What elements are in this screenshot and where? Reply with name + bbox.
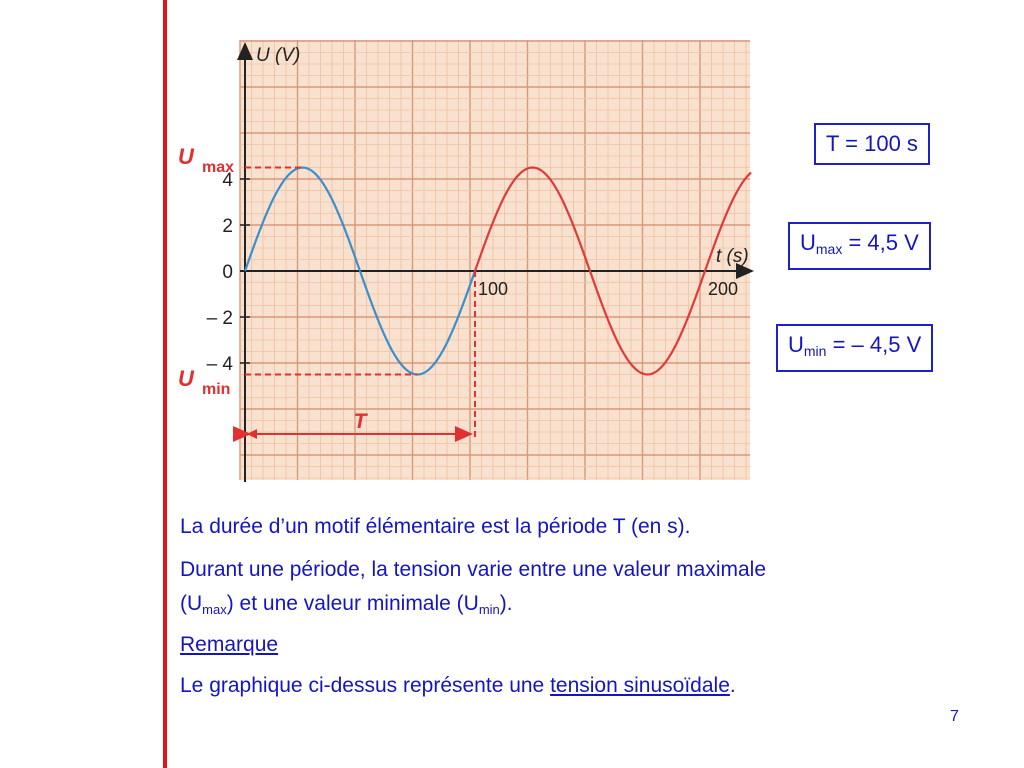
umin-subscript: min [803, 343, 827, 359]
umax-value-box [788, 222, 931, 270]
x-tick-label: 200 [708, 279, 739, 299]
y-tick-label: 0 [222, 262, 233, 283]
y-axis-label: U (V) [256, 45, 301, 66]
text-line-period: La durée d’un motif élémentaire est la période T (en s). [180, 515, 691, 538]
umin-sub-text: min [478, 602, 500, 617]
text-line-sinusoidal [180, 672, 736, 700]
page-number: 7 [950, 708, 959, 725]
umin-letter: U [788, 332, 804, 357]
y-tick-label: – 4 [206, 354, 233, 375]
umin-chart-label: U [178, 366, 194, 391]
umax-chart-label-subscript: max [202, 159, 235, 176]
text-fragment: Le graphique ci-dessus représente une [180, 674, 551, 697]
text-fragment: (U [180, 592, 203, 615]
y-tick-label: 4 [222, 170, 233, 191]
y-tick-label: – 2 [206, 308, 233, 329]
umax-subscript: max [815, 241, 843, 257]
text-fragment: ). [499, 592, 513, 615]
umax-sub-text: max [202, 602, 227, 617]
remark-heading: Remarque [180, 633, 279, 656]
umin-chart-label-subscript: min [202, 381, 231, 398]
slide-red-margin-rule [163, 0, 167, 768]
x-axis-label: t (s) [716, 246, 749, 267]
umax-chart-label: U [178, 144, 194, 169]
text-line-variation: Durant une période, la tension varie entre une valeur maximale [180, 558, 767, 581]
period-value-text: T = 100 s [826, 131, 918, 156]
umax-letter: U [800, 230, 816, 255]
text-fragment: ) et une valeur minimale (U [226, 592, 479, 615]
text-line-umax-umin [180, 590, 513, 624]
text-fragment: . [729, 674, 736, 697]
sinusoidal-term: tension sinusoïdale [550, 674, 730, 697]
x-tick-label: 100 [478, 279, 509, 299]
umin-value-text: = – 4,5 V [826, 332, 922, 357]
umin-value-box [776, 324, 933, 372]
umax-value-text: = 4,5 V [842, 230, 919, 255]
y-tick-label: 2 [222, 216, 233, 237]
period-arrow-label: T [353, 410, 367, 433]
plot-background [240, 40, 750, 480]
period-value-box [814, 123, 930, 165]
sine-voltage-chart [170, 30, 760, 490]
